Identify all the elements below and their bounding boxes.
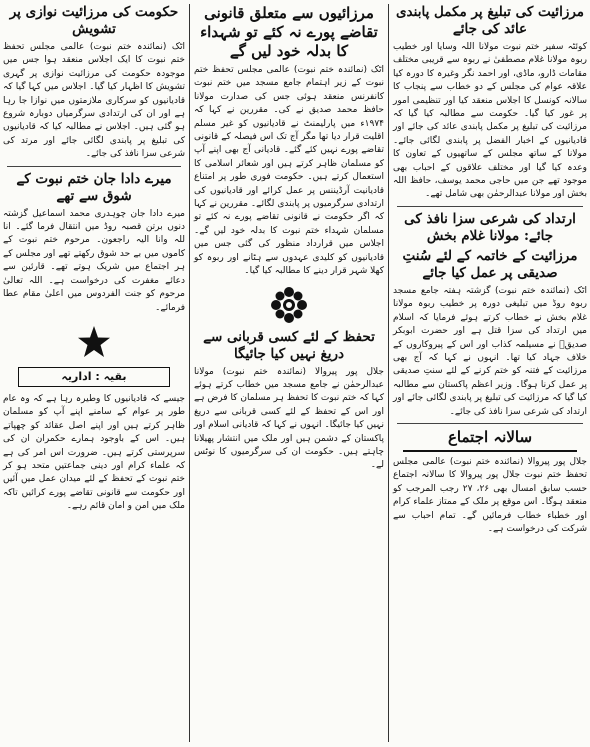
article-sunnat-siddiqi: اٹک (نمائندہ ختم نبوت) گزشتہ ہفتہ جامع مسجد ربوہ روڈ میں تبلیغی دورہ پر خطیب ربوہ مولانا غلام بخش نے خطاب کرتے ہوئے فرمایا کہ اسلام میں ارتداد کی سزا قتل ہے اور حضرت ابوبکر صدیقؓ نے مسیلمہ کذاب اور اس کے پیروکاروں کے خلاف جہاد کیا تھا۔ انہوں نے کہا کہ آج بھی مرزائیت کے فتنہ کو ختم کرنے کے لئے سنتِ صدیقی پر عمل کرنا ہوگا۔ وزیر اعظم پاکستان سے مطالبہ کیا گیا کہ مرزائیت کی تبلیغ پر پابندی لگائی جائے اور ارتداد کی شرعی سزا نافذ کی جائے۔ bbox=[393, 285, 587, 417]
headline-legal-requirements: مرزائیوں سے متعلق قانونی تقاضے پورے نہ کئے تو شہداء کا بدلہ خود لیں گے bbox=[200, 4, 378, 60]
article-government-concern: اٹک (نمائندہ ختم نبوت) عالمی مجلس تحفظ ختم نبوت کا ایک اجلاس منعقد ہوا جس میں موجودہ حکومت کی مرزائیت نوازی پر گہری تشویش کا اظہار کیا گیا۔ اجلاس میں کہا گیا کہ قادیانیوں کو سرکاری ملازمتوں میں نوازا جا رہا ہے اور ان کی ارتدادی سرگرمیاں دوبارہ شروع ہو گئی ہیں۔ اجلاس نے مطالبہ کیا کہ قادیانیوں کی تبلیغ پر پابندی لگائی جائے اور مرتد کی شرعی سزا نافذ کی جائے۔ bbox=[3, 42, 185, 160]
divider bbox=[397, 206, 583, 207]
right-column bbox=[390, 0, 590, 747]
article-grandfather: میرے دادا جان چوہدری محمد اسماعیل گزشتہ دنوں برتن قصبہ روڈ میں انتقال فرما گئے۔ انا للہ وانا الیہ راجعون۔ مرحوم ختم نبوت کے کاموں میں بے حد شوق رکھتے تھے اور مجلس کے ہر اجتماع میں شریک ہوتے تھے۔ قارئین سے دعائے مغفرت کی درخواست ہے۔ اللہ تعالیٰ مرحوم کو جنت الفردوس میں اعلیٰ مقام عطا فرمائے۔ bbox=[3, 208, 185, 313]
headline-sacrifice: تحفظ کے لئے کسی قربانی سے دریغ نہیں کیا جائیگا bbox=[203, 328, 375, 362]
headline-grandfather: میرے دادا جان ختم نبوت کے شوق سے تھے bbox=[16, 170, 172, 204]
headline-government-concern: حکومت کی مرزائیت نوازی پر تشویش bbox=[9, 4, 179, 37]
article-editorial-continuation: جیسے کہ قادیانیوں کا وطیرہ رہا ہے کہ وہ عام طور پر عوام کے سامنے اپنے آپ کو مسلمان ظاہر کرتے ہیں اور اپنے اصل عقائد کو چھپاتے ہیں۔ اس کے باوجود ہمارے حکمران ان کی سرپرستی کرتے ہیں۔ ضرورت اس امر کی ہے کہ علماء کرام اور دینی جماعتیں متحد ہو کر ختم نبوت کے تحفظ کے لئے میدان عمل میں آئیں اور حکومت سے قانونی تقاضے پورے کرائیں تاکہ ملک میں امن و امان قائم رہے۔ bbox=[3, 393, 185, 512]
continuation-label: بقیہ : اداریہ bbox=[18, 367, 170, 387]
article-tabligh-ban: کوئٹہ سفیر ختم نبوت مولانا اللہ وسایا اور خطیب ربوہ مولانا غلام مصطفیٰ نے ربوہ سے قریبی مختلف مقامات ڈارو، ماڈی، اور احمد نگر وغیرہ کا دورہ کیا علاقہ عوام کی مجلس کے دو خطاب سے پنجاب کا سالانہ کونسل کا اجلاس منعقد کیا اور تنظیمی امور پر غور کیا گیا۔ حکومت سے مطالبہ کیا گیا کہ مرزائیت کی تبلیغ پر مکمل پابندی عائد کی جائے اور قادیانیوں کے اخبار الفضل پر پابندی لگائی جائے۔ مولانا کے ساتھ مجلس کے ساتھیوں کے تعاون کا وعدہ کیا گیا اور مختلف علاقوں کے احباب بھی موجود تھے جن میں حاجی محمد یوسف، حافظ اللہ بخش اور مولانا عبدالرحمٰن بھی شامل تھے۔ bbox=[393, 42, 587, 200]
divider bbox=[7, 166, 181, 167]
headline-annual-gathering: سالانہ اجتماع bbox=[447, 427, 533, 446]
headline-underline bbox=[403, 450, 577, 452]
headline-sunnat-siddiqi: مرزائیت کے خاتمہ کے لئے سُنتِ صدیقی پر عمل کیا جائے bbox=[402, 247, 578, 281]
article-annual-gathering: جلال پور پیروالا (نمائندہ ختم نبوت) عالمی مجلس تحفظ ختم نبوت جلال پور پیروالا کا سالانہ اجتماع حسب سابق امسال بھی ۲۶، ۲۷ رجب المرجب کو منعقد ہوگا۔ اس موقع پر ملک کے ممتاز علماء کرام اور خطباء خطاب فرمائیں گے۔ تمام احباب سے شرکت کی درخواست ہے۔ bbox=[393, 456, 588, 534]
ornament-emblem-icon bbox=[194, 285, 384, 325]
star-icon bbox=[3, 325, 185, 359]
column-rule bbox=[189, 4, 190, 742]
headline-irtidad-punishment: ارتداد کی شرعی سزا نافذ کی جائے: مولانا غلام بخش bbox=[404, 210, 576, 244]
article-sacrifice: جلال پور پیروالا (نمائندہ ختم نبوت) مولانا عبدالرحمٰن نے جامع مسجد میں خطاب کرتے ہوئے کہا کہ ختم نبوت کا تحفظ ہر مسلمان کا فرض ہے اور اس کے تحفظ کے لئے کسی قربانی سے دریغ نہیں کیا جائیگا۔ انہوں نے کہا کہ قادیانی اسلام اور پاکستان کے دشمن ہیں اور ملک میں انتشار پھیلانا چاہتے ہیں۔ حکومت ان کی سرگرمیوں کا نوٹس لے۔ bbox=[194, 366, 384, 471]
article-legal-requirements: اٹک (نمائندہ ختم نبوت) عالمی مجلس تحفظ ختم نبوت کے زیر اہتمام جامع مسجد میں ختم نبوت کانفرنس منعقد ہوئی جس کی صدارت مولانا حافظ محمد صدیق نے کی۔ مقررین نے کہا کہ ۱۹۷۴ء میں پارلیمنٹ نے قادیانیوں کو غیر مسلم اقلیت قرار دیا تھا مگر آج تک اس فیصلہ کے قانونی تقاضے پورے نہیں کئے گئے۔ قادیانی آج بھی اپنے آپ کو مسلمان ظاہر کرتے ہیں اور شعائر اسلامی کا استعمال کرتے ہیں۔ حکومت فوری طور پر امتناع قادیانیت آرڈیننس پر عمل کرائے اور قادیانیوں کی ارتدادی سرگرمیوں پر پابندی لگائے۔ مقررین نے کہا کہ اگر حکومت نے قانونی تقاضے پورے نہ کئے تو مسلمان شہداء ختم نبوت کا بدلہ خود لیں گے۔ اجلاس میں قرارداد منظور کی گئی جس میں قادیانیوں کو کلیدی عہدوں سے ہٹانے اور ربوہ کو کھلا شہر قرار دینے کا مطالبہ کیا گیا۔ bbox=[194, 65, 384, 277]
left-column bbox=[0, 0, 188, 747]
divider bbox=[397, 423, 583, 424]
column-rule bbox=[388, 4, 389, 742]
headline-tabligh-ban: مرزائیت کی تبلیغ پر مکمل پابندی عائد کی جائے bbox=[395, 4, 585, 37]
middle-column bbox=[191, 0, 387, 747]
